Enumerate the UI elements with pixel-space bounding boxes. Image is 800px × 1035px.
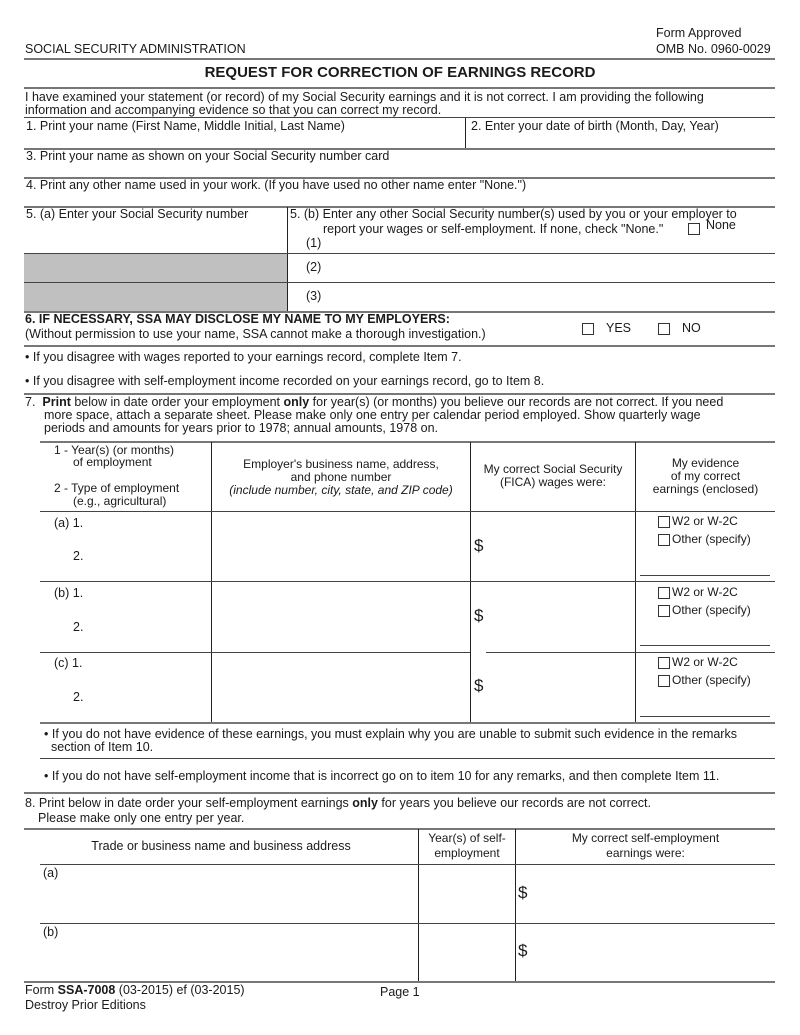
name-on-ssn-card-label: 3. Print your name as shown on your Social Security number card <box>26 149 390 163</box>
page-number: Page 1 <box>380 985 420 999</box>
w2-label: W2 or W-2C <box>672 514 738 528</box>
evidence-note: • If you do not have evidence of these earnings, you must explain why you are unable to submit such evidence in the remarks <box>44 727 737 741</box>
column-header-line: (include number, city, state, and ZIP code) <box>229 483 453 497</box>
item7-intro-line3: periods and amounts for years prior to 1978; annual amounts, 1978 on. <box>44 421 439 435</box>
years-input-a[interactable] <box>419 865 515 923</box>
text: for year(s) (or months) you believe our records are not correct. If you need <box>309 395 724 409</box>
wages-input-a[interactable] <box>486 512 634 581</box>
wages-input-c[interactable] <box>486 653 634 722</box>
omb-number: OMB No. 0960-0029 <box>656 42 771 56</box>
no-checkbox[interactable] <box>658 323 670 335</box>
column-header-line: of my correct <box>670 469 741 483</box>
other-label: Other (specify) <box>672 673 751 687</box>
trade-input-a[interactable] <box>40 865 418 923</box>
page-title: REQUEST FOR CORRECTION OF EARNINGS RECORD <box>204 64 596 81</box>
divider <box>24 792 775 794</box>
column-header-line: My evidence <box>671 456 740 470</box>
column-header-line: My correct self-employment <box>571 831 720 845</box>
dollar-sign: $ <box>474 606 484 625</box>
other-label: Other (specify) <box>672 532 751 546</box>
none-label: None <box>706 218 736 232</box>
other-checkbox-c[interactable] <box>658 675 670 687</box>
other-ssn-entry-2[interactable] <box>288 254 775 282</box>
agency-name: SOCIAL SECURITY ADMINISTRATION <box>25 42 246 56</box>
trade-input-b[interactable] <box>40 924 418 981</box>
other-ssn-label: 5. (b) Enter any other Social Security number(s) used by you or your employer to <box>290 207 737 221</box>
column-header-line: employment <box>434 846 500 860</box>
text: for years you believe our records are not correct. <box>377 796 651 810</box>
divider <box>24 828 775 830</box>
name-field[interactable] <box>24 118 464 148</box>
dollar-sign: $ <box>474 536 484 555</box>
wages-input-b[interactable] <box>486 582 634 651</box>
employer-input-a[interactable] <box>212 512 470 581</box>
name-field-label: 1. Print your name (First Name, Middle Initial, Last Name) <box>26 119 345 133</box>
date-of-birth-label: 2. Enter your date of birth (Month, Day, Year) <box>471 119 719 133</box>
column-header-line: Employer's business name, address, <box>243 457 439 471</box>
yes-checkbox[interactable] <box>582 323 594 335</box>
other-ssn-entry-3[interactable] <box>288 283 775 311</box>
earnings-input-b[interactable] <box>530 924 775 981</box>
column-header: (e.g., agricultural) <box>73 494 167 508</box>
divider <box>24 87 775 89</box>
self-employment-instruction: • If you disagree with self-employment income recorded on your earnings record, go to Item 8. <box>25 374 545 388</box>
divider <box>40 758 775 759</box>
other-checkbox-a[interactable] <box>658 534 670 546</box>
divider <box>24 345 775 347</box>
w2-label: W2 or W-2C <box>672 655 738 669</box>
years-column-header <box>419 831 515 861</box>
destroy-notice: Destroy Prior Editions <box>25 998 146 1012</box>
text: (03-2015) ef (03-2015) <box>115 983 245 997</box>
row-label: (a) 1. <box>54 516 84 530</box>
column-header-line: Year(s) of self- <box>428 831 506 845</box>
w2-label: W2 or W-2C <box>672 585 738 599</box>
column-header-line: earnings were: <box>606 846 685 860</box>
ssn-shaded-cell <box>24 254 287 282</box>
evidence-note-line2: section of Item 10. <box>51 740 154 754</box>
row-label: (b) <box>43 925 59 939</box>
emphasis: only <box>283 395 310 409</box>
item8-intro <box>25 796 651 810</box>
evidence-column-header <box>636 457 775 496</box>
divider <box>40 722 775 724</box>
dollar-sign: $ <box>518 941 528 960</box>
other-ssn-label-line2: report your wages or self-employment. If none, check "None." <box>323 222 664 236</box>
no-label: NO <box>682 321 701 335</box>
row-label: 2. <box>73 620 84 634</box>
ssn-label: 5. (a) Enter your Social Security number <box>26 207 249 221</box>
other-label: Other (specify) <box>672 603 751 617</box>
column-header: 1 - Year(s) (or months) <box>54 443 175 457</box>
other-name-label: 4. Print any other name used in your work. (If you have used no other name enter "None.") <box>26 178 527 192</box>
other-ssn-entry-1[interactable] <box>288 234 775 253</box>
disclose-subtext: (Without permission to use your name, SSA cannot make a thorough investigation.) <box>25 327 486 341</box>
name-on-ssn-card-field[interactable] <box>24 149 775 177</box>
column-header: of employment <box>73 455 152 469</box>
years-input-b[interactable] <box>419 924 515 981</box>
column-header-line: earnings (enclosed) <box>652 482 759 496</box>
ssn-field[interactable] <box>24 207 287 253</box>
date-of-birth-field[interactable] <box>466 118 775 148</box>
form-approved: Form Approved <box>656 26 742 40</box>
earnings-column-header <box>516 831 775 861</box>
w2-checkbox-c[interactable] <box>658 657 670 669</box>
row-label: (b) 1. <box>54 586 84 600</box>
other-name-field[interactable] <box>24 178 775 206</box>
disclose-heading: 6. IF NECESSARY, SSA MAY DISCLOSE MY NAME TO MY EMPLOYERS: <box>25 312 450 326</box>
intro-text-line2: information and accompanying evidence so that you can correct my record. <box>25 103 442 117</box>
item7-intro-line2: more space, attach a separate sheet. Please make only one entry per calendar period employed. Show quarterly wage <box>44 408 701 422</box>
w2-checkbox-a[interactable] <box>658 516 670 528</box>
trade-column-header: Trade or business name and business address <box>91 839 351 853</box>
employer-column-header <box>212 458 470 497</box>
form-number: SSA-7008 <box>57 983 116 997</box>
earnings-input-a[interactable] <box>530 865 775 923</box>
employer-input-b[interactable] <box>212 582 470 651</box>
dollar-sign: $ <box>518 883 528 902</box>
entry-number: (3) <box>306 289 322 303</box>
employer-input-c[interactable] <box>212 653 470 722</box>
entry-number: (1) <box>306 236 322 250</box>
item-number: 7. <box>25 395 36 409</box>
entry-number: (2) <box>306 260 322 274</box>
other-specify-line[interactable] <box>640 645 770 646</box>
wages-column-header <box>471 463 635 489</box>
column-header-line: (FICA) wages were: <box>499 475 607 489</box>
divider <box>24 58 775 60</box>
text: below in date order your employment <box>70 395 284 409</box>
row-label: (c) 1. <box>54 656 83 670</box>
dollar-sign: $ <box>474 676 484 695</box>
intro-text-line1: I have examined your statement (or record) of my Social Security earnings and it is not correct. I am providing the following <box>25 90 704 104</box>
column-header-line: and phone number <box>290 470 392 484</box>
emphasis: only <box>352 796 378 810</box>
yes-label: YES <box>606 321 632 335</box>
self-employment-note: • If you do not have self-employment income that is incorrect go on to item 10 for any remarks, and then complete Item 11. <box>44 769 720 783</box>
other-checkbox-b[interactable] <box>658 605 670 617</box>
text: Form <box>25 983 58 997</box>
other-specify-line[interactable] <box>640 575 770 576</box>
form-id <box>25 983 245 997</box>
column-header: 2 - Type of employment <box>54 481 180 495</box>
row-label: 2. <box>73 549 84 563</box>
item7-intro <box>25 395 723 409</box>
text: 8. Print below in date order your self-employment earnings <box>25 796 353 810</box>
row-label: 2. <box>73 690 84 704</box>
item8-intro-line2: Please make only one entry per year. <box>38 811 245 825</box>
wages-instruction: • If you disagree with wages reported to your earnings record, complete Item 7. <box>25 350 462 364</box>
w2-checkbox-b[interactable] <box>658 587 670 599</box>
row-label: (a) <box>43 866 59 880</box>
column-header-line: My correct Social Security <box>483 462 623 476</box>
ssn-shaded-cell <box>24 283 287 311</box>
emphasis: Print <box>42 395 71 409</box>
other-specify-line[interactable] <box>640 716 770 717</box>
